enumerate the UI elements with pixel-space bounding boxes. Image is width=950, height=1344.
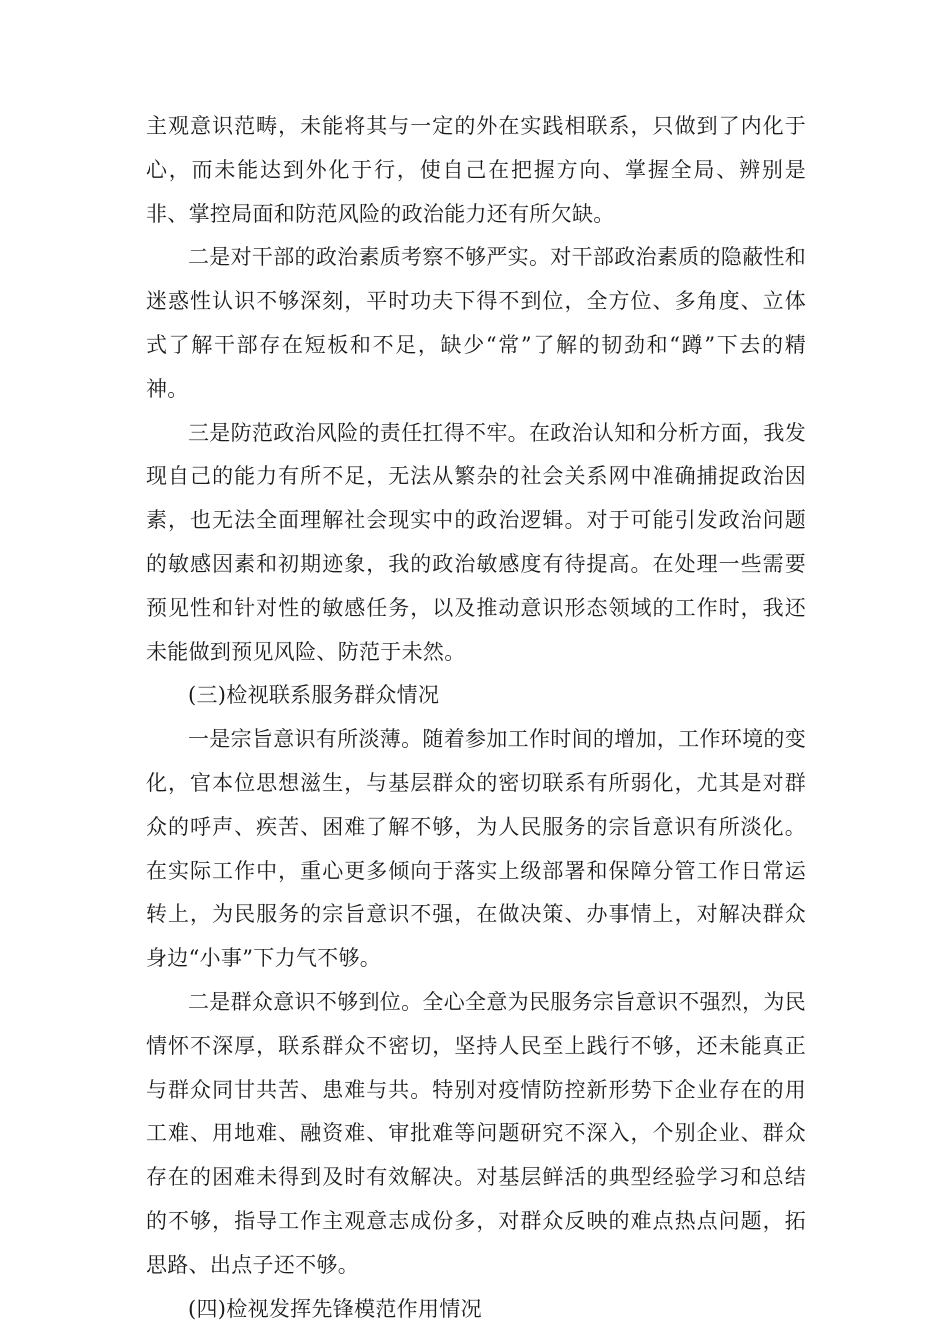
paragraph-purpose-awareness: 一是宗旨意识有所淡薄。随着参加工作时间的增加，工作环境的变化，官本位思想滋生，与基层群众的密切联系有所弱化，尤其是对群众的呼声、疾苦、困难了解不够，为人民服务的宗旨意识有所淡化。在实际工作中，重心更多倾向于落实上级部署和保障分管工作日常运转上，为民服务的宗旨意识不强，在做决策、办事情上，对解决群众身边“小事”下力气不够。 [146, 727, 806, 971]
section-heading-pioneer-role: (四)检视发挥先锋模范作用情况 [188, 1296, 482, 1321]
paragraph-political-quality: 二是对干部的政治素质考察不够严实。对干部政治素质的隐蔽性和迷惑性认识不够深刻，平时功夫下得不到位，全方位、多角度、立体式了解干部存在短板和不足，缺少“常”了解的韧劲和“蹲”下去的精神。 [146, 245, 806, 401]
paragraph-political-risk: 三是防范政治风险的责任扛得不牢。在政治认知和分析方面，我发现自己的能力有所不足，无法从繁杂的社会关系网中准确捕捉政治因素，也无法全面理解社会现实中的政治逻辑。对于可能引发政治问题的敏感因素和初期迹象，我的政治敏感度有待提高。在处理一些需要预见性和针对性的敏感任务，以及推动意识形态领域的工作时，我还未能做到预见风险、防范于未然。 [146, 420, 806, 664]
document-body [146, 105, 806, 1331]
paragraph-continuation: 主观意识范畴，未能将其与一定的外在实践相联系，只做到了内化于心，而未能达到外化于行，使自己在把握方向、掌握全局、辨别是非、掌控局面和防范风险的政治能力还有所欠缺。 [146, 114, 806, 226]
paragraph-mass-awareness: 二是群众意识不够到位。全心全意为民服务宗旨意识不强烈，为民情怀不深厚，联系群众不密切，坚持人民至上践行不够，还未能真正与群众同甘共苦、患难与共。特别对疫情防控新形势下企业存在的用工难、用地难、融资难、审批难等问题研究不深入，个别企业、群众存在的困难未得到及时有效解决。对基层鲜活的典型经验学习和总结的不够，指导工作主观意志成份多，对群众反映的难点热点问题，拓思路、出点子还不够。 [146, 989, 806, 1277]
section-heading-serve-masses: (三)检视联系服务群众情况 [188, 683, 440, 708]
